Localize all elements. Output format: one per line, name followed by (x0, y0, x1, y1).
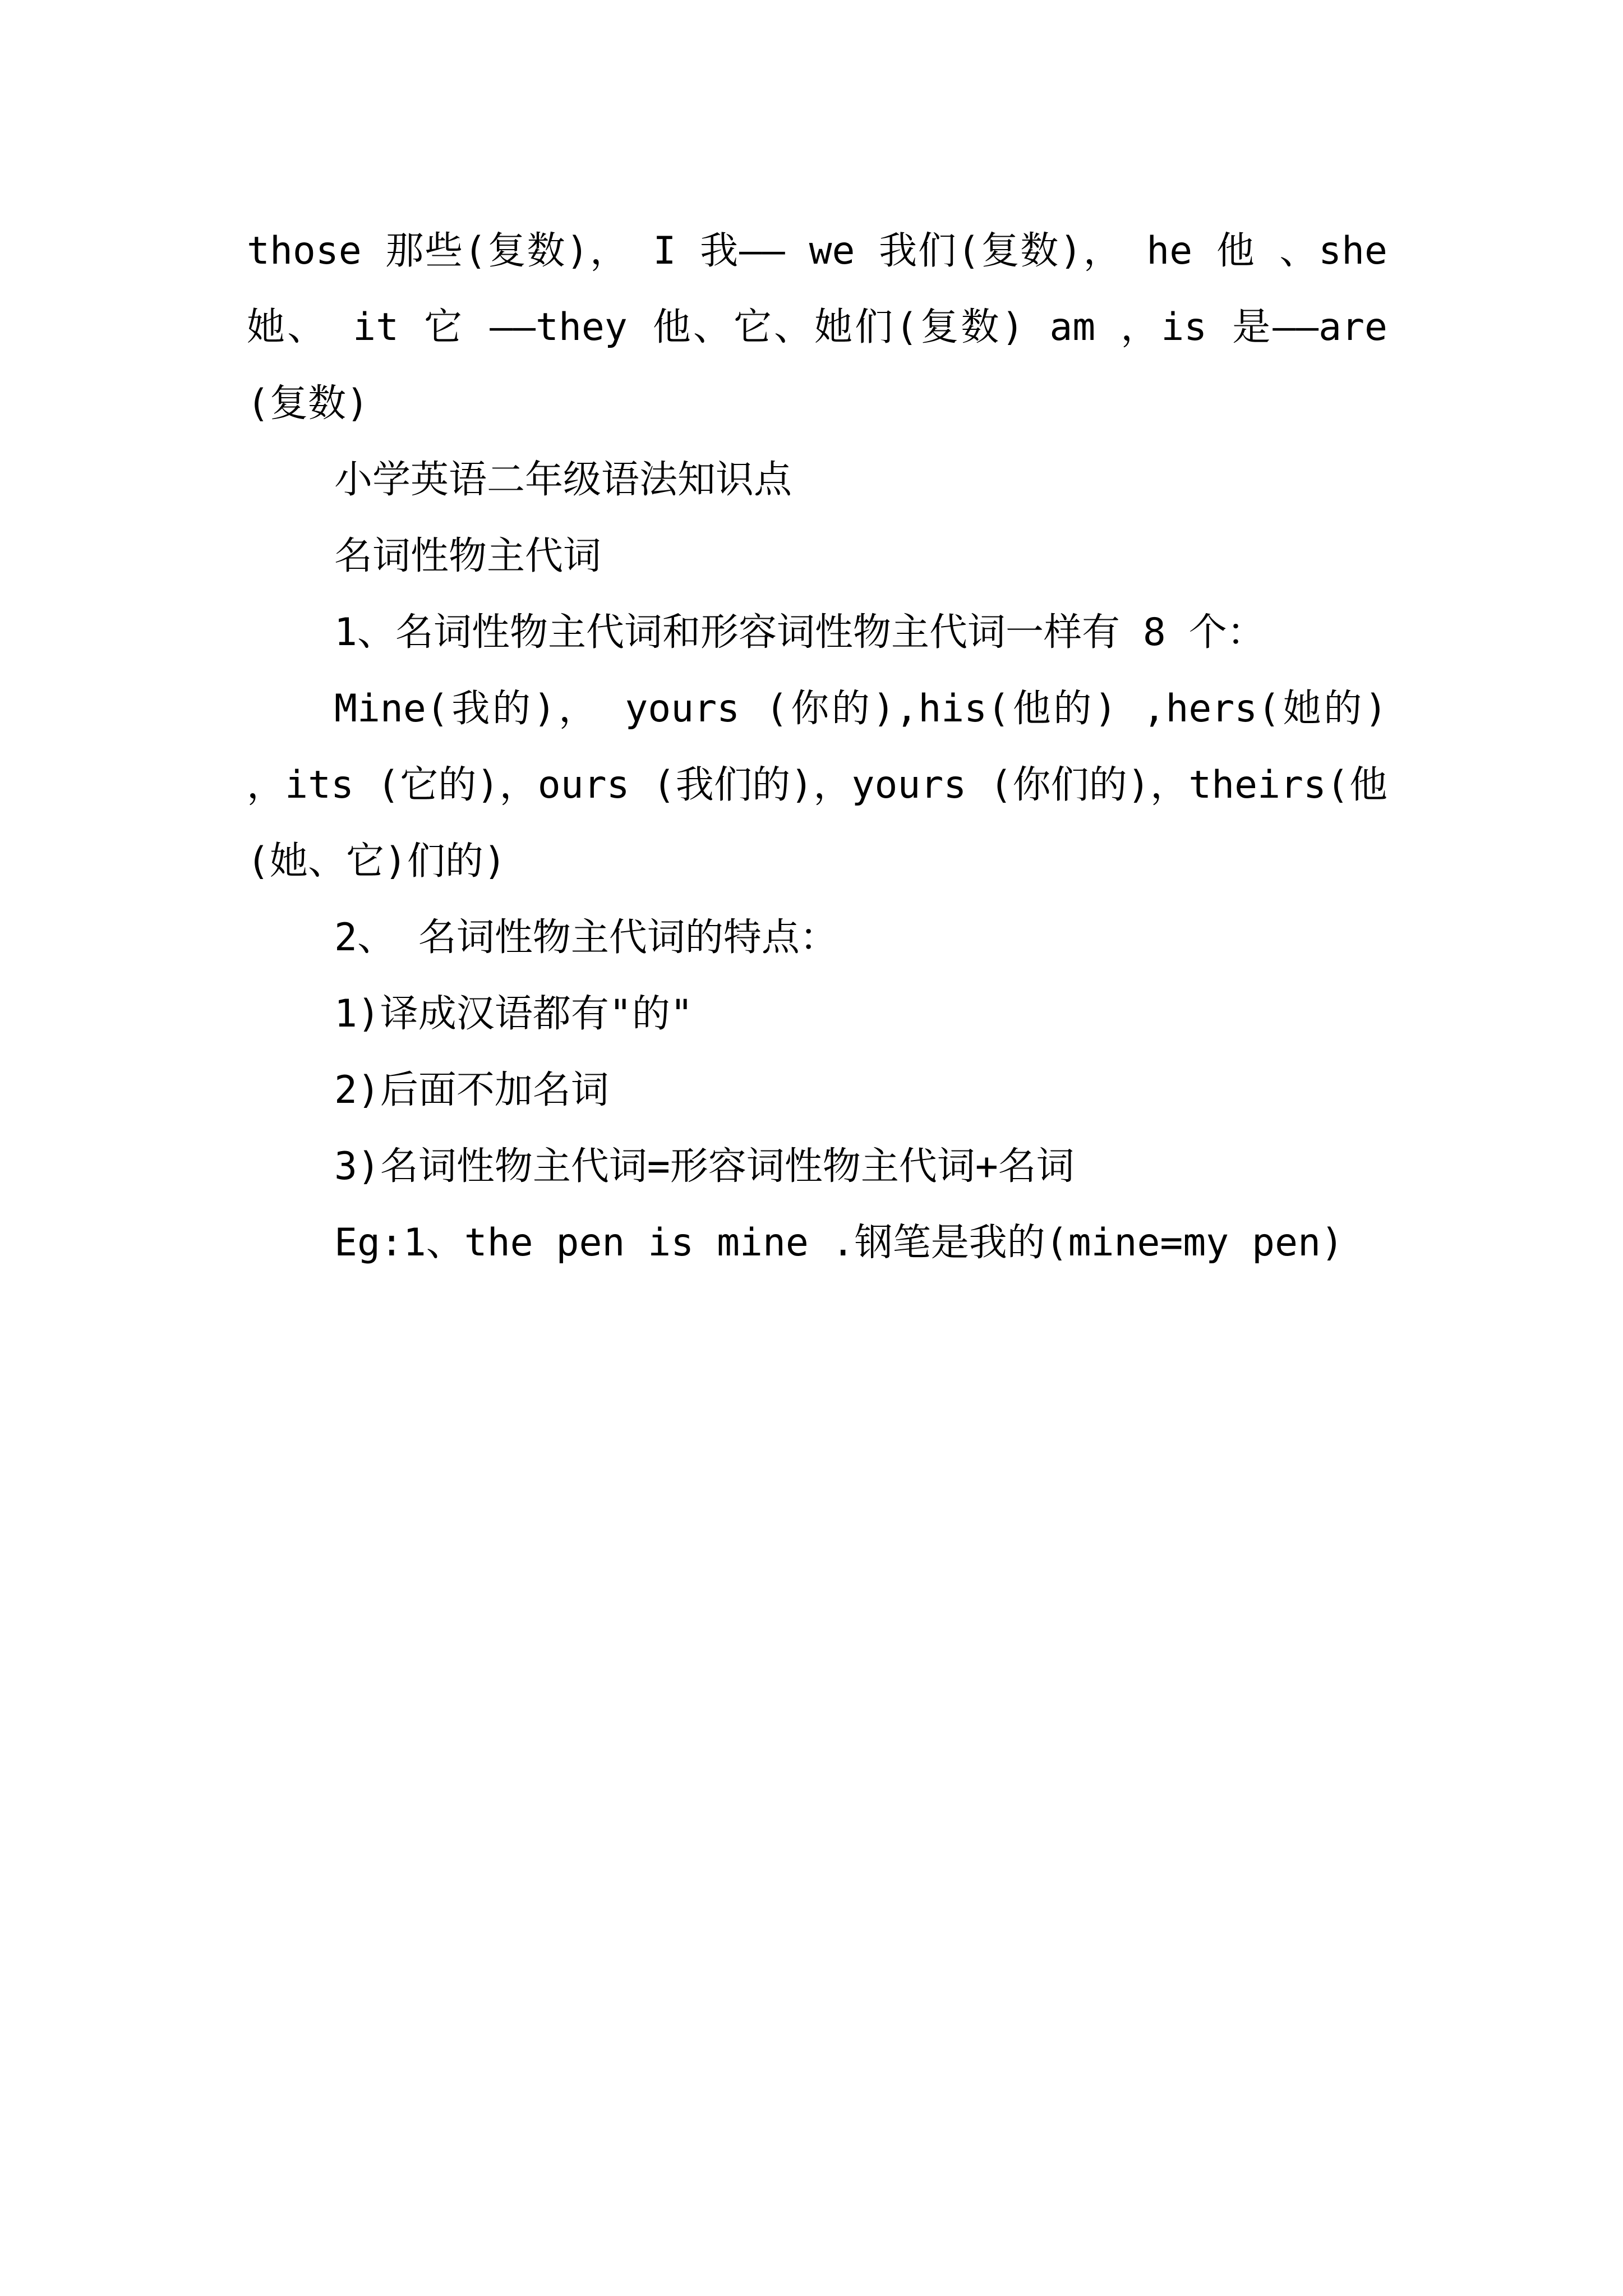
paragraph-subheading: 名词性物主代词 (334, 534, 602, 578)
document-body (247, 213, 1387, 1281)
paragraph-pronoun-list: Mine(我的)， yours (你的),his(他的) ,hers(她的) ，its (它的)，ours (我们的)，yours (你们的)，theirs(他(她、它)们的) (247, 687, 1387, 884)
paragraph-feature-2: 2)后面不加名词 (334, 1068, 609, 1112)
paragraph-pronoun-plurals: those 那些(复数)， I 我—— we 我们(复数)， he 他 、she 她、 it 它 ——they 他、它、她们(复数) am ，is 是——are(复数) (247, 229, 1387, 426)
paragraph-example: Eg:1、the pen is mine .钢笔是我的(mine=my pen) (334, 1221, 1344, 1265)
paragraph-point-1: 1、名词性物主代词和形容词性物主代词一样有 8 个： (334, 610, 1265, 655)
paragraph-feature-3: 3)名词性物主代词=形容词性物主代词+名词 (334, 1144, 1075, 1189)
paragraph-point-2: 2、 名词性物主代词的特点： (334, 915, 838, 960)
paragraph-feature-1: 1)译成汉语都有"的" (334, 992, 693, 1036)
paragraph-section-title: 小学英语二年级语法知识点 (334, 458, 792, 502)
